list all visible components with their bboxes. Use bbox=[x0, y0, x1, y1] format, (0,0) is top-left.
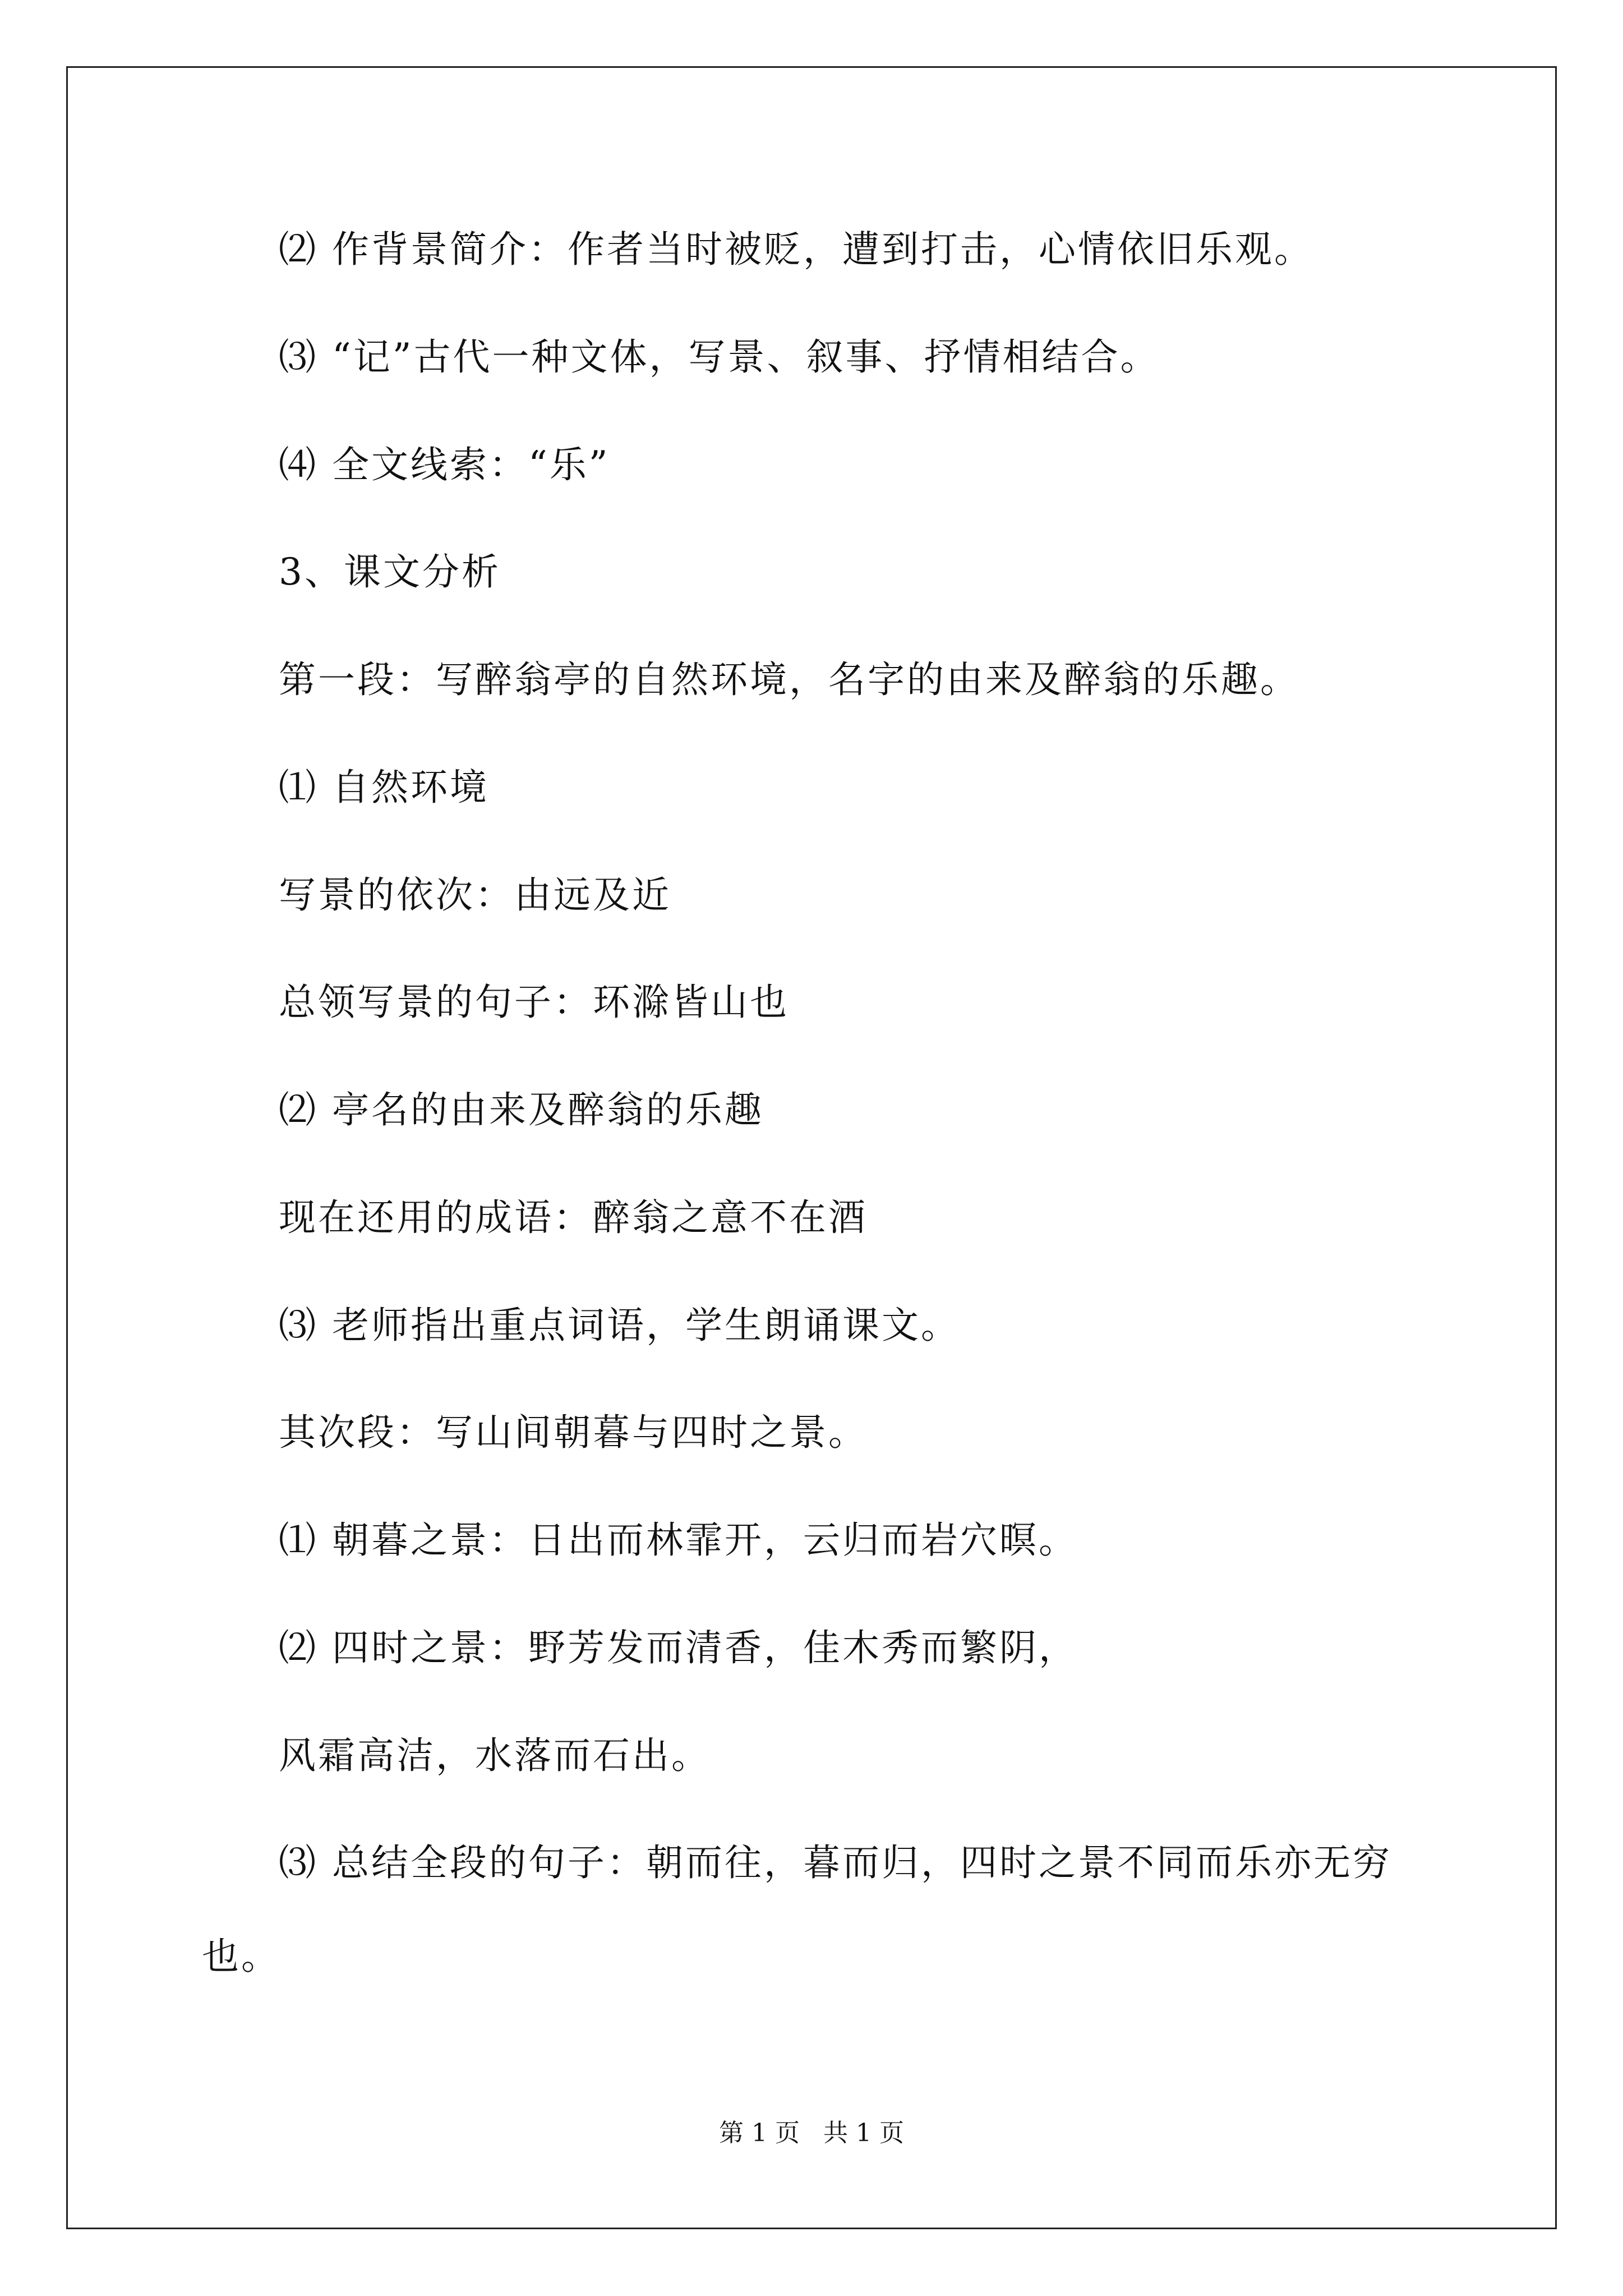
page-border bbox=[66, 66, 1557, 2229]
text-line-2: ⑶ “记”古代一种文体，写景、叙事、抒情相结合。 bbox=[279, 335, 1160, 379]
text-line-14: ⑵ 四时之景：野芳发而清香，佳木秀而繁阴， bbox=[279, 1626, 1078, 1669]
text-line-1: ⑵ 作背景简介：作者当时被贬，遭到打击，心情依旧乐观。 bbox=[279, 228, 1313, 271]
page-number-total: 共 1 页 bbox=[823, 2119, 904, 2147]
text-line-7: 写景的依次：由远及近 bbox=[279, 873, 671, 917]
text-line-6: ⑴ 自然环境 bbox=[279, 766, 489, 809]
page-footer bbox=[0, 2118, 1623, 2149]
text-line-16: ⑶ 总结全段的句子：朝而往，暮而归，四时之景不同而乐亦无穷 bbox=[279, 1841, 1392, 1884]
text-line-15: 风霜高洁，水落而石出。 bbox=[279, 1734, 711, 1777]
section-heading: 3、课文分析 bbox=[279, 550, 501, 593]
text-line-5: 第一段：写醉翁亭的自然环境，名字的由来及醉翁的乐趣。 bbox=[279, 658, 1299, 701]
text-line-17: 也。 bbox=[202, 1935, 280, 1978]
text-line-11: ⑶ 老师指出重点词语，学生朗诵课文。 bbox=[279, 1304, 960, 1347]
text-line-12: 其次段：写山间朝暮与四时之景。 bbox=[279, 1411, 868, 1454]
text-line-9: ⑵ 亭名的由来及醉翁的乐趣 bbox=[279, 1088, 764, 1131]
page-number-current: 第 1 页 bbox=[719, 2119, 800, 2147]
text-line-10: 现在还用的成语：醉翁之意不在酒 bbox=[279, 1196, 868, 1239]
text-line-8: 总领写景的句子：环滁皆山也 bbox=[279, 981, 789, 1024]
text-line-13: ⑴ 朝暮之景：日出而林霏开，云归而岩穴暝。 bbox=[279, 1519, 1078, 1562]
text-line-3: ⑷ 全文线索：“乐” bbox=[279, 443, 610, 486]
